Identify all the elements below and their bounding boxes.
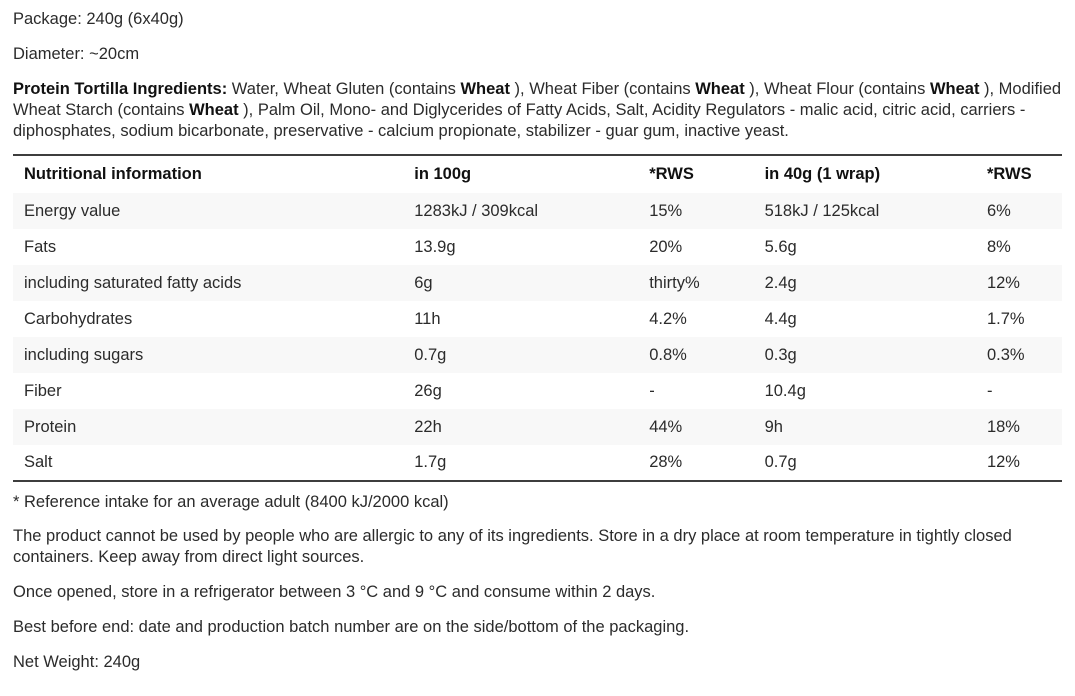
table-cell: 1.7% [986,309,1025,328]
table-cell: 12% [986,273,1020,292]
table-cell: 15% [649,201,683,220]
table-row [13,337,1062,373]
table-cell: 4.4g [764,309,797,328]
table-cell: Salt [24,453,53,471]
ingredients-text-segment: ), Palm Oil, Mono- and Diglycerides of Fatty Acids, Salt, Acidity Regulators - malic acid, citric acid, carriers - diphosphates, sodium bicarbonate, preservative - calcium propionate, stabilizer - guar gum, inactive yeast. [13,101,1026,140]
table-cell: 8% [986,237,1011,256]
table-cell: 0.7g [764,453,797,471]
table-cell: 22h [414,417,442,436]
table-cell: 26g [414,381,442,400]
table-cell: 1.7g [414,453,447,471]
table-cell: 6% [986,201,1011,220]
table-cell: Carbohydrates [24,309,133,328]
table-cell: 44% [649,417,683,436]
refrigerate-note: Once opened, store in a refrigerator between 3 °C and 9 °C and consume within 2 days. [13,583,656,601]
ingredients-text-segment: ), Wheat Fiber (contains [509,80,696,98]
table-cell: 28% [649,453,683,471]
ingredients-bold-segment: Protein Tortilla Ingredients: [13,80,228,98]
table-cell: thirty% [649,273,700,292]
table-cell: 0.8% [649,345,687,364]
ingredients-paragraph [13,79,1062,142]
table-row [13,445,1062,481]
table-cell: 12% [986,453,1020,471]
table-cell: Fats [24,237,57,256]
table-cell: including saturated fatty acids [24,273,242,292]
table-cell: 2.4g [764,273,797,292]
table-cell: 6g [414,273,433,292]
table-cell: 518kJ / 125kcal [764,201,880,220]
header-in-100g: in 100g [403,155,638,193]
diameter-line: Diameter: ~20cm [13,45,140,63]
table-cell: Protein [24,417,77,436]
table-cell: 1283kJ / 309kcal [414,201,539,220]
table-cell: including sugars [24,345,144,364]
ingredients-text-segment: ), Modified Wheat Starch (contains [13,80,1062,119]
ingredients-text-segment: Water, Wheat Gluten (contains [227,80,461,98]
table-cell: - [986,381,993,400]
table-cell: 18% [986,417,1020,436]
header-in-40g: in 40g (1 wrap) [754,155,976,193]
ingredients-bold-segment: Wheat [460,80,510,98]
ingredients-text-segment: ), Wheat Flour (contains [744,80,930,98]
ingredients-bold-segment: Wheat [929,80,980,98]
nutrition-table [13,154,1062,482]
ingredients-bold-segment: Wheat [695,80,745,98]
header-rws-40g: *RWS [976,155,1062,193]
table-cell: 0.7g [414,345,447,364]
table-row [13,301,1062,337]
header-rws-100g: *RWS [638,155,753,193]
table-cell: 0.3g [764,345,797,364]
table-cell: 9h [764,417,783,436]
package-line: Package: 240g (6x40g) [13,10,184,28]
table-header-row [13,155,1062,193]
table-cell: 4.2% [649,309,687,328]
table-row [13,373,1062,409]
table-cell: Fiber [24,381,62,400]
ingredients-bold-segment: Wheat [189,101,239,119]
table-cell: Energy value [24,201,121,220]
table-row [13,229,1062,265]
nutrition-table-body [13,193,1062,481]
table-cell: 20% [649,237,683,256]
table-row [13,193,1062,229]
allergy-storage-note: The product cannot be used by people who are allergic to any of its ingredients. Store in a dry place at room temperature in tightly closed containers. Keep away from direct light sources. [13,527,1012,566]
table-cell: 10.4g [764,381,806,400]
reference-intake-note: * Reference intake for an average adult (8400 kJ/2000 kcal) [13,493,449,511]
table-cell: 5.6g [764,237,797,256]
table-row [13,265,1062,301]
table-cell: 11h [414,309,441,328]
header-nutritional-information: Nutritional information [13,155,403,193]
table-cell: 0.3% [986,345,1025,364]
best-before-note: Best before end: date and production batch number are on the side/bottom of the packaging. [13,618,690,636]
table-row [13,409,1062,445]
net-weight-line: Net Weight: 240g [13,653,141,671]
table-cell: 13.9g [414,237,456,256]
table-cell: - [649,381,655,400]
